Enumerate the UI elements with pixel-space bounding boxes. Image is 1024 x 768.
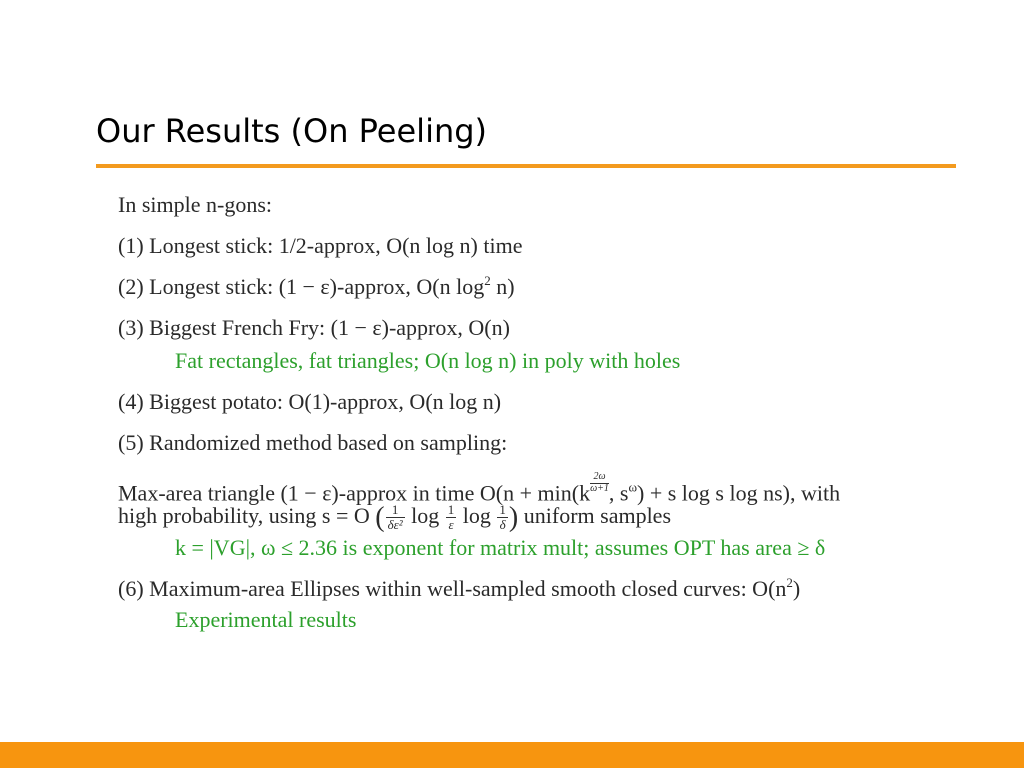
title-underline bbox=[96, 164, 956, 168]
result-4: (4) Biggest potato: O(1)-approx, O(n log n) bbox=[118, 389, 502, 414]
fraction-3 bbox=[497, 503, 508, 533]
fraction-2 bbox=[446, 503, 457, 533]
result-5: (5) Randomized method based on sampling: bbox=[118, 430, 508, 455]
footer-bar bbox=[0, 742, 1024, 768]
result-1: (1) Longest stick: 1/2-approx, O(n log n) time bbox=[118, 233, 523, 258]
exponent-denominator: ω+1 bbox=[590, 482, 609, 494]
result-6-note: Experimental results bbox=[175, 607, 357, 632]
fraction-1-numerator: 1 bbox=[386, 503, 405, 518]
fraction-3-denominator: δ bbox=[499, 517, 506, 533]
log-1: log bbox=[405, 503, 445, 528]
fraction-2-denominator: ε bbox=[448, 517, 454, 533]
result-6-tail: ) bbox=[792, 576, 801, 601]
result-3-note: Fat rectangles, fat triangles; O(n log n) in poly with holes bbox=[175, 348, 681, 373]
result-5-note: k = |VG|, ω ≤ 2.36 is exponent for matrix mult; assumes OPT has area ≥ δ bbox=[175, 535, 826, 560]
probability-line bbox=[118, 502, 671, 534]
fraction-2-numerator: 1 bbox=[447, 502, 455, 518]
result-2 bbox=[118, 274, 515, 300]
result-6 bbox=[118, 576, 800, 602]
result-3: (3) Biggest French Fry: (1 − ε)-approx, O(n) bbox=[118, 315, 510, 340]
log-2: log bbox=[457, 503, 497, 528]
result-2-tail: n) bbox=[490, 274, 515, 299]
probability-text: high probability, using s = O bbox=[118, 503, 376, 528]
slide-title: Our Results (On Peeling) bbox=[96, 112, 488, 150]
fraction-3-numerator: 1 bbox=[499, 502, 506, 518]
max-area-text-2: , s bbox=[608, 480, 629, 506]
result-6-exponent: 2 bbox=[786, 575, 793, 590]
right-paren: ) bbox=[508, 502, 519, 533]
max-area-text-3: ) + s log s log ns), with bbox=[637, 480, 841, 506]
result-2-exponent: 2 bbox=[484, 273, 491, 288]
omega-exponent: ω bbox=[628, 479, 638, 495]
left-paren: ( bbox=[375, 502, 385, 533]
probability-tail: uniform samples bbox=[518, 503, 672, 528]
exponent-numerator: 2ω bbox=[590, 472, 609, 484]
result-2-text: (2) Longest stick: (1 − ε)-approx, O(n log bbox=[118, 274, 485, 299]
intro-text: In simple n-gons: bbox=[118, 192, 272, 217]
max-area-text: Max-area triangle (1 − ε)-approx in time O(n + min(k bbox=[118, 480, 591, 506]
fraction-1 bbox=[386, 503, 405, 533]
result-6-text: (6) Maximum-area Ellipses within well-sampled smooth closed curves: O(n bbox=[118, 576, 787, 601]
fraction-1-denominator: δε² bbox=[387, 517, 403, 533]
exponent-fraction bbox=[590, 472, 609, 494]
